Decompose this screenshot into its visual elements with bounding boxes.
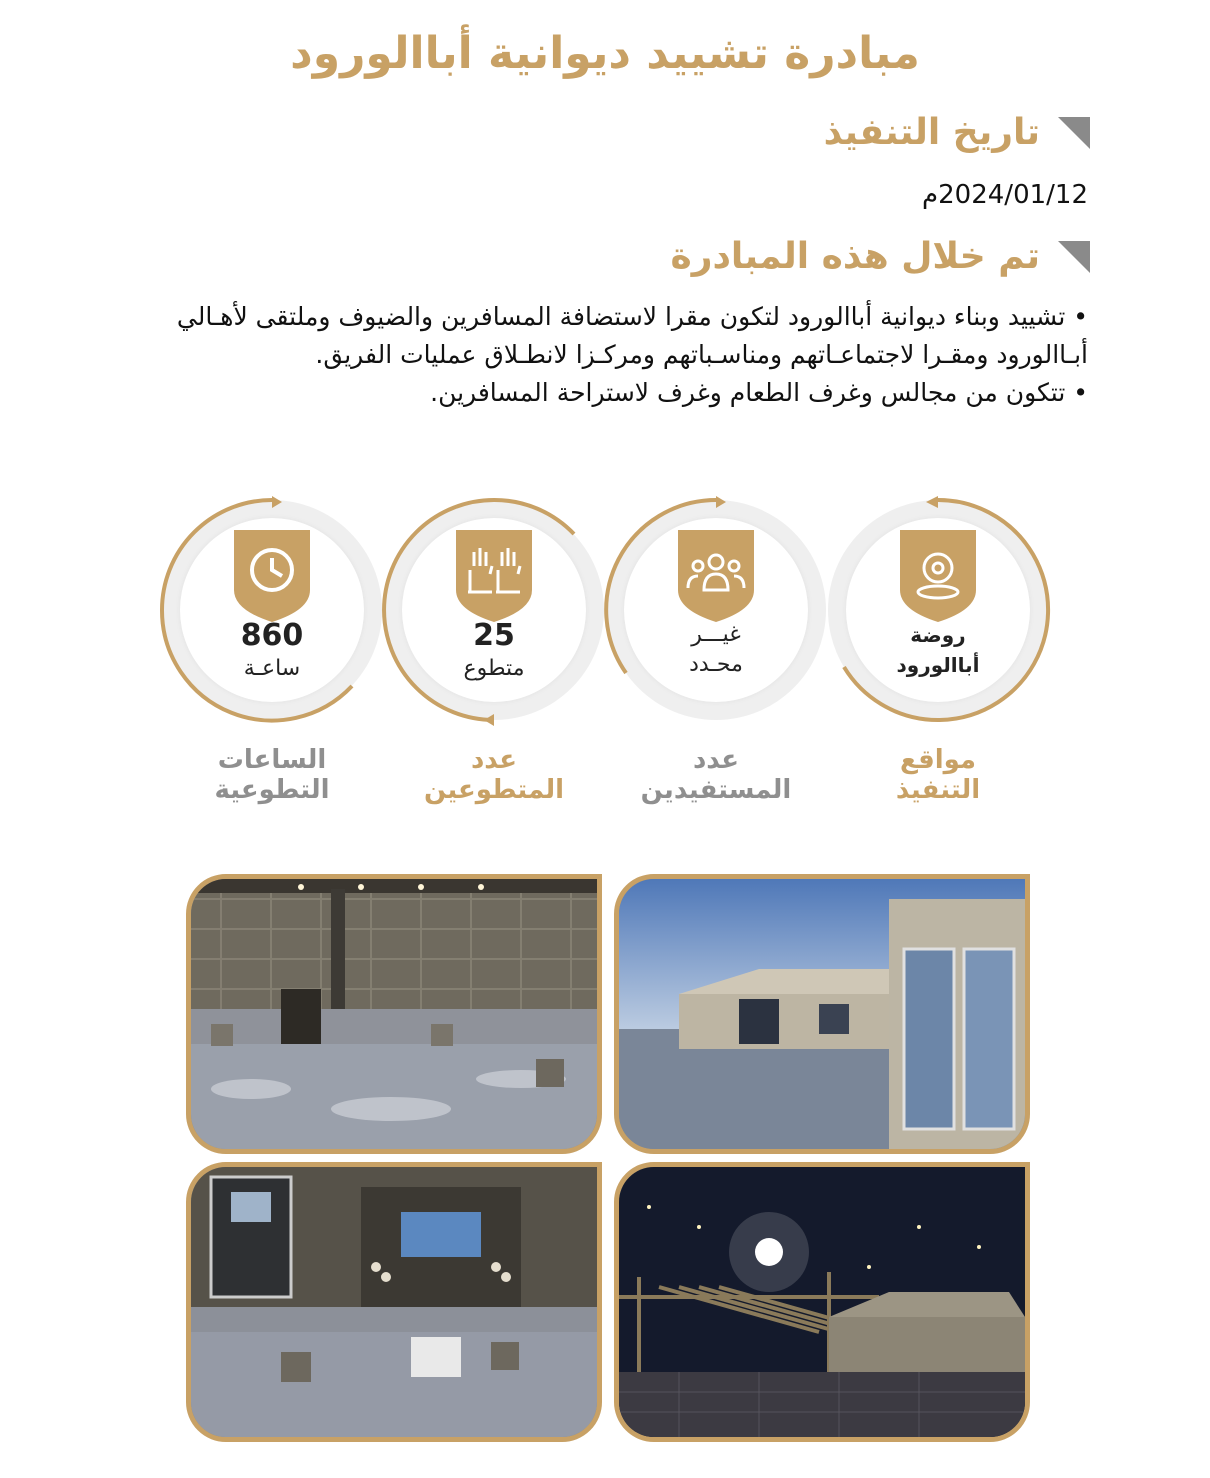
date-heading-label: تاريخ التنفيذ xyxy=(823,112,1040,153)
stat-line1: روضة xyxy=(910,623,966,647)
stat-volunteers-unit: متطوع xyxy=(463,656,525,681)
stat-line1: غيـــر xyxy=(691,622,741,647)
caption-beneficiaries xyxy=(606,745,826,805)
clock-icon xyxy=(230,530,314,622)
caption-line1: عدد xyxy=(692,745,740,775)
page-title: مبادرة تشييد ديوانية أباالورود xyxy=(290,28,920,79)
stat-line2: أباالورود xyxy=(896,653,980,677)
initiative-bullets xyxy=(123,298,1088,412)
photo-majlis-interior xyxy=(186,874,602,1154)
stat-beneficiaries-text xyxy=(606,620,826,680)
done-heading-label: تم خلال هذه المبادرة xyxy=(670,236,1040,277)
stat-hours xyxy=(162,500,382,720)
stat-line2: محـدد xyxy=(689,652,743,677)
bullet-item: • تشييد وبناء ديوانية أباالورود لتكون مقرا لاستضافة المسافرين والضيوف وملتقى لأهـالي أبـاالورود ومقـرا لاجتماعـاتهم ومناسـباتهم ومركـزا لانطـلاق عمليات الفريق. xyxy=(123,298,1088,374)
caption-line2: التطوعية xyxy=(214,775,330,805)
triangle-marker-icon xyxy=(1058,117,1090,149)
execution-date: 2024/01/12م xyxy=(922,180,1088,210)
photo-exterior-night xyxy=(614,1162,1030,1442)
stat-locations-text xyxy=(828,620,1048,680)
photo-exterior-day xyxy=(614,874,1030,1154)
caption-line1: الساعات xyxy=(217,745,327,775)
photo-majlis-tv xyxy=(186,1162,602,1442)
date-heading xyxy=(824,112,1090,153)
bullet-item: • تتكون من مجالس وغرف الطعام وغرف لاستراحة المسافرين. xyxy=(123,374,1088,412)
stat-hours-value: 860 xyxy=(240,618,304,653)
caption-line2: المتطوعين xyxy=(423,775,565,805)
done-heading xyxy=(670,236,1090,277)
stat-locations xyxy=(828,500,1048,720)
caption-volunteers xyxy=(384,745,604,805)
caption-locations xyxy=(828,745,1048,805)
stat-beneficiaries xyxy=(606,500,826,720)
stat-volunteers xyxy=(384,500,604,720)
people-group-icon xyxy=(674,530,758,622)
location-pin-icon xyxy=(896,530,980,622)
triangle-marker-icon xyxy=(1058,241,1090,273)
stat-hours-unit: ساعـة xyxy=(243,656,301,681)
stat-volunteers-value: 25 xyxy=(473,618,515,653)
caption-line2: المستفيدين xyxy=(640,775,792,805)
caption-hours xyxy=(162,745,382,805)
caption-line2: التنفيذ xyxy=(895,775,981,805)
caption-line1: مواقع xyxy=(899,745,977,775)
caption-line1: عدد xyxy=(470,745,518,775)
raised-hands-icon xyxy=(452,530,536,622)
